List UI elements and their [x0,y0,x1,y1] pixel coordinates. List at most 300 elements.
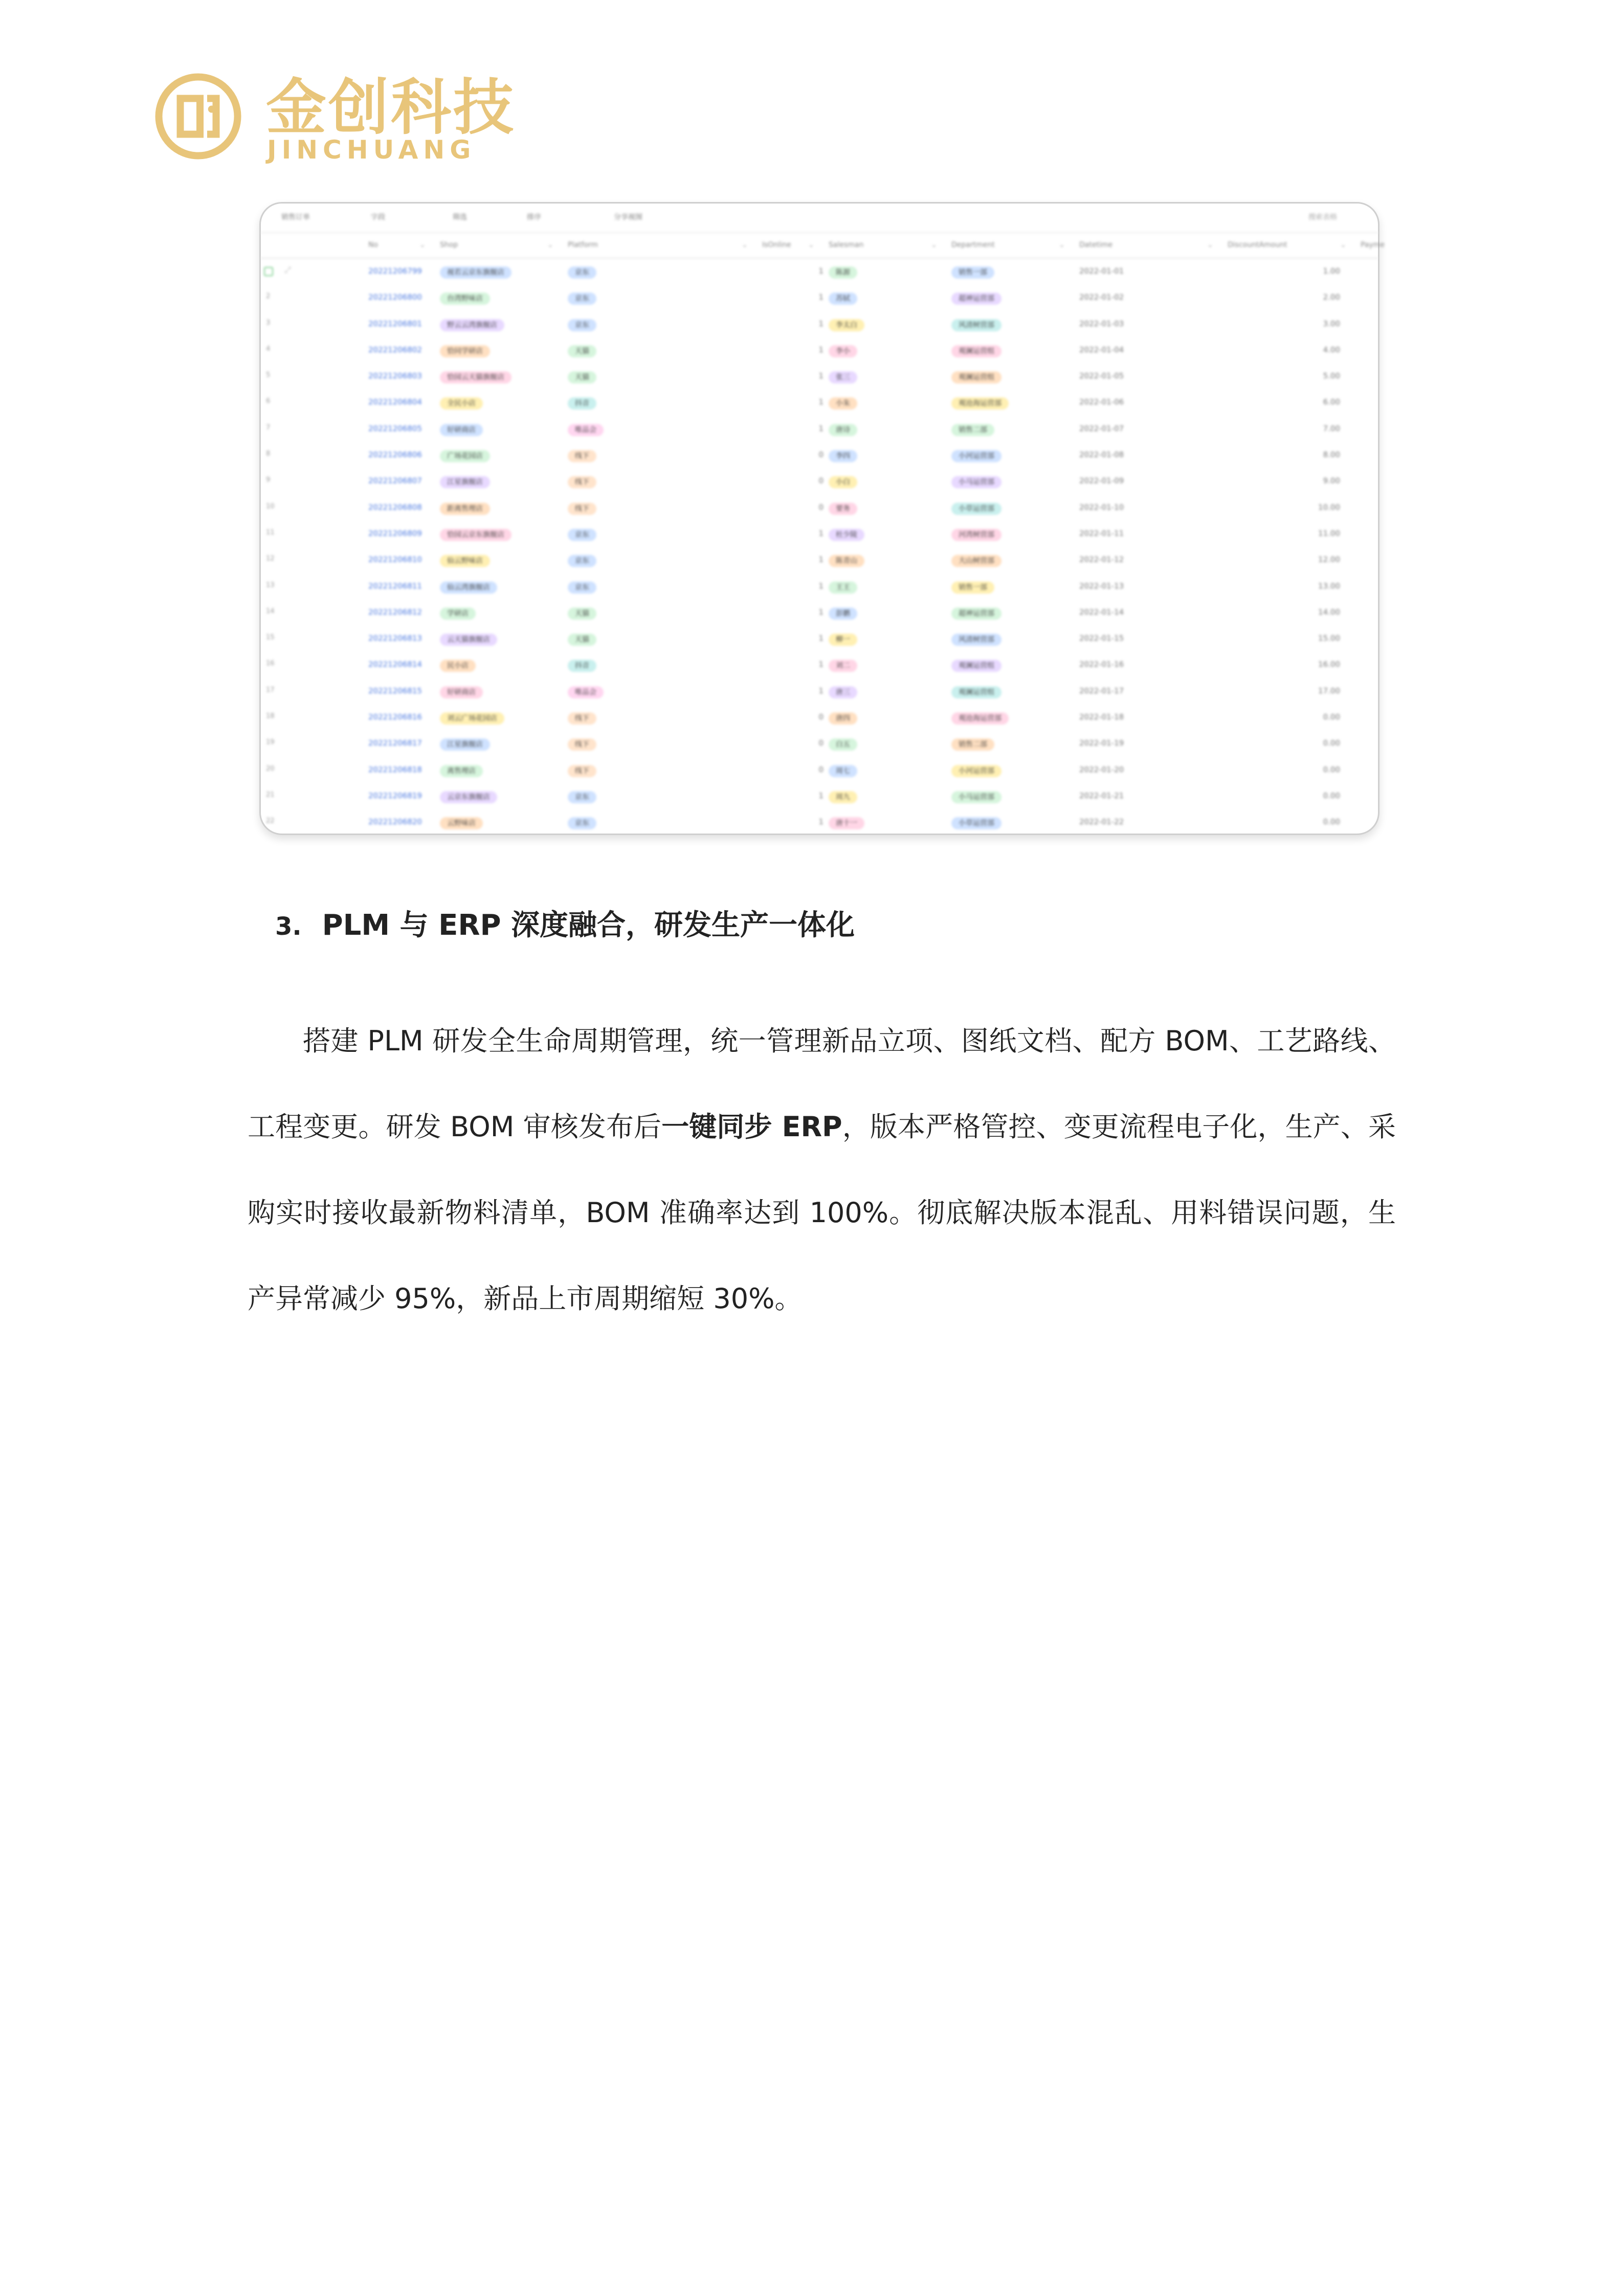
cell-shop [440,791,497,803]
table-row[interactable] [261,259,1378,285]
cell-isonline: 1 [818,528,824,538]
cell-no: 20221206811 [368,581,422,591]
cell-salesman [829,738,857,751]
column-header[interactable]: Department [951,241,995,249]
cell-department [951,634,1002,646]
cell-department [951,476,1002,488]
cell-platform-tag: 天猫 [568,345,596,357]
cell-salesman-tag: 唐诗 [829,424,857,436]
cell-platform [568,660,596,672]
cell-salesman [829,503,857,515]
table-row[interactable] [261,809,1378,836]
cell-platform [568,791,596,803]
cell-platform-tag: 线下 [568,450,596,462]
cell-discount: 8.00 [1323,450,1340,460]
cell-shop-tag: 视若云京东旗舰店 [440,266,511,279]
table-header [261,233,1385,259]
cell-datetime: 2022-01-18 [1079,712,1124,722]
cell-no: 20221206819 [368,791,422,800]
table-row[interactable] [261,442,1378,468]
row-index: 18 [266,712,275,721]
cell-platform-tag: 线下 [568,765,596,777]
cell-salesman [829,791,857,803]
cell-salesman [829,581,857,594]
cell-platform [568,345,596,357]
cell-datetime: 2022-01-02 [1079,292,1124,302]
cell-shop [440,765,483,777]
cell-department-tag: 观澜运营组 [951,345,1002,357]
cell-discount: 0.00 [1323,764,1340,774]
cell-department-tag: 观沧海运营部 [951,712,1009,725]
cell-isonline: 1 [818,686,824,695]
cell-shop [440,660,476,672]
cell-isonline: 1 [818,634,824,643]
row-index: 11 [266,528,275,536]
table-row[interactable] [261,364,1378,390]
cell-discount: 6.00 [1323,397,1340,407]
cell-isonline: 1 [818,345,824,354]
cell-datetime: 2022-01-08 [1079,450,1124,460]
cell-department [951,738,994,751]
cell-shop [440,345,490,357]
cell-platform-tag: 天猫 [568,607,596,620]
logo-mark-icon [153,72,243,161]
cell-no: 20221206807 [368,476,422,486]
cell-discount: 2.00 [1323,292,1340,302]
cell-department [951,817,1002,829]
cell-salesman [829,712,857,725]
cell-isonline: 1 [818,319,824,328]
cell-platform-tag: 京东 [568,319,596,331]
cell-platform [568,529,596,541]
table-row[interactable] [261,311,1378,337]
cell-platform-tag: 京东 [568,555,596,567]
cell-shop [440,738,490,751]
cell-department-tag: 河湾树营部 [951,529,1002,541]
cell-department [951,607,1002,620]
cell-shop-tag: 民小店 [440,660,476,672]
cell-department [951,791,1002,803]
cell-platform [568,503,596,515]
cell-isonline: 1 [818,423,824,433]
cell-salesman [829,397,857,410]
row-checkbox[interactable] [264,267,273,276]
table-row[interactable] [261,547,1378,573]
cell-discount: 0.00 [1323,791,1340,800]
cell-department [951,345,1002,357]
cell-salesman [829,319,864,331]
table-row[interactable] [261,783,1378,809]
cell-isonline: 0 [818,476,824,486]
cell-discount: 14.00 [1318,607,1340,617]
cell-department-tag: 风清树营部 [951,634,1002,646]
cell-no: 20221206820 [368,817,422,827]
cell-salesman [829,529,864,541]
cell-shop [440,503,490,515]
cell-shop-tag: 仙云野味店 [440,555,490,567]
cell-no: 20221206817 [368,738,422,748]
cell-shop-tag: 全民小店 [440,397,483,410]
column-dropdown-icon[interactable]: ⌄ [1207,241,1213,249]
column-header[interactable]: Datetime [1079,241,1113,249]
cell-isonline: 1 [818,371,824,381]
cell-isonline: 0 [818,738,824,748]
cell-datetime: 2022-01-20 [1079,764,1124,774]
column-header[interactable]: Shop [440,241,458,249]
table-row[interactable] [261,285,1378,311]
cell-platform-tag: 天猫 [568,371,596,384]
cell-platform [568,476,596,488]
cell-discount: 5.00 [1323,371,1340,381]
cell-department [951,660,1002,672]
cell-shop-tag: 广场花园店 [440,450,490,462]
cell-isonline: 1 [818,266,824,276]
cell-platform-tag: 线下 [568,712,596,725]
column-header[interactable]: IsOnline [762,241,791,249]
cell-isonline: 1 [818,660,824,669]
row-index: 6 [266,397,271,406]
cell-no: 20221206799 [368,266,422,276]
cell-shop [440,529,511,541]
cell-salesman [829,817,864,829]
cell-discount: 4.00 [1323,345,1340,354]
cell-datetime: 2022-01-06 [1079,397,1124,407]
cell-salesman-tag: 周七 [829,765,857,777]
cell-no: 20221206800 [368,292,422,302]
cell-salesman [829,266,857,279]
cell-shop-tag: 仙云湾旗舰店 [440,581,497,594]
cell-no: 20221206816 [368,712,422,722]
cell-discount: 17.00 [1318,686,1340,695]
row-index: 13 [266,581,275,589]
cell-shop-tag: 江星旗舰店 [440,476,490,488]
cell-isonline: 1 [818,555,824,565]
row-index: 14 [266,607,275,615]
table-row[interactable] [261,705,1378,731]
row-index: 16 [266,660,275,668]
table-row[interactable] [261,521,1378,547]
cell-platform [568,555,596,567]
cell-datetime: 2022-01-03 [1079,319,1124,328]
cell-department [951,397,1009,410]
cell-discount: 11.00 [1318,528,1340,538]
cell-salesman [829,371,857,384]
cell-department [951,555,1002,567]
cell-salesman-tag: 要务 [829,503,857,515]
cell-platform-tag: 线下 [568,738,596,751]
cell-shop [440,634,497,646]
cell-platform-tag: 唯品会 [568,424,604,436]
cell-shop [440,817,483,829]
cell-datetime: 2022-01-12 [1079,555,1124,565]
row-index: 15 [266,634,275,642]
cell-datetime: 2022-01-17 [1079,686,1124,695]
cell-department [951,503,1002,515]
column-dropdown-icon[interactable]: ⌄ [547,241,553,249]
column-header[interactable]: Salesman [829,241,864,249]
table-toolbar [261,204,1378,233]
cell-department-tag: 观澜运营组 [951,686,1002,699]
cell-salesman-tag: 唐四 [829,712,857,725]
section-number: 3. [275,912,302,941]
table-row[interactable] [261,731,1378,757]
cell-datetime: 2022-01-14 [1079,607,1124,617]
cell-isonline: 1 [818,791,824,800]
cell-no: 20221206810 [368,555,422,565]
cell-shop-tag: 学研店 [440,607,476,620]
cell-shop-tag: 好研商店 [440,424,483,436]
cell-shop-tag: 好研商店 [440,686,483,699]
table-row[interactable] [261,574,1378,600]
cell-discount: 13.00 [1318,581,1340,591]
cell-department-tag: 销售一部 [951,266,994,279]
section-title: PLM 与 ERP 深度融合，研发生产一体化 [322,909,855,942]
cell-department-tag: 观澜运营组 [951,660,1002,672]
cell-shop [440,371,511,384]
cell-salesman-tag: 彭鹏 [829,607,857,620]
cell-shop [440,397,483,410]
cell-shop-tag: 野云云湾旗舰店 [440,319,504,331]
cell-department-tag: 小马运营部 [951,791,1002,803]
cell-salesman-tag: 刘二 [829,660,857,672]
toolbar-field: 字段 [371,213,385,221]
cell-platform [568,738,596,751]
table-row[interactable] [261,757,1378,783]
cell-shop-tag: 恰园云京东旗舰店 [440,529,511,541]
cell-no: 20221206802 [368,345,422,354]
table-row[interactable] [261,679,1378,705]
table-row[interactable] [261,416,1378,442]
cell-platform [568,712,596,725]
column-dropdown-icon[interactable]: ⌄ [1340,241,1346,249]
column-header[interactable]: Payme [1361,241,1385,249]
cell-department-tag: 观沧海运营部 [951,397,1009,410]
table-row[interactable] [261,337,1378,364]
row-index: 21 [266,791,275,799]
toolbar-filter: 筛选 [453,213,467,221]
cell-shop [440,555,490,567]
cell-shop-tag: 台湾野味店 [440,292,490,305]
cell-salesman-tag: 李四 [829,450,857,462]
cell-salesman-tag: 唐十一 [829,817,864,829]
row-index: 5 [266,371,271,379]
cell-discount: 10.00 [1318,502,1340,512]
cell-platform-tag: 京东 [568,529,596,541]
paragraph-bold: 一键同步 ERP [661,1111,842,1143]
cell-datetime: 2022-01-04 [1079,345,1124,354]
cell-platform [568,607,596,620]
cell-shop [440,607,476,620]
column-dropdown-icon[interactable]: ⌄ [808,241,814,249]
column-dropdown-icon[interactable]: ⌄ [419,241,426,249]
cell-platform-tag: 京东 [568,581,596,594]
cell-salesman-tag: 李太白 [829,319,864,331]
cell-salesman-tag: 张三 [829,371,857,384]
cell-shop-tag: 离售理店 [440,765,483,777]
cell-salesman-tag: 小朱 [829,397,857,410]
cell-isonline: 1 [818,397,824,407]
cell-salesman [829,660,857,672]
cell-discount: 0.00 [1323,712,1340,722]
row-index: 2 [266,292,271,301]
cell-salesman-tag: 白五 [829,738,857,751]
cell-no: 20221206818 [368,764,422,774]
toolbar-sort: 排序 [527,213,541,221]
table-body [261,259,1378,836]
cell-shop [440,581,497,594]
cell-platform-tag: 京东 [568,817,596,829]
cell-department [951,319,1002,331]
column-header[interactable]: Platform [568,241,598,249]
cell-no: 20221206803 [368,371,422,381]
cell-shop-tag: 江星旗舰店 [440,738,490,751]
table-row[interactable] [261,626,1378,652]
cell-salesman-tag: 苏轼 [829,292,857,305]
cell-department-tag: 小马运营部 [951,476,1002,488]
cell-salesman-tag: 李小 [829,345,857,357]
cell-isonline: 0 [818,764,824,774]
cell-no: 20221206813 [368,634,422,643]
cell-platform-tag: 京东 [568,292,596,305]
cell-shop-tag: 云京东旗舰店 [440,791,497,803]
cell-platform-tag: 抖音 [568,397,596,410]
table-row[interactable] [261,652,1378,678]
cell-department [951,712,1009,725]
cell-shop [440,266,511,279]
cell-platform [568,765,596,777]
cell-no: 20221206814 [368,660,422,669]
body-paragraph [248,998,1396,1342]
company-logo [153,72,522,169]
row-index: 22 [266,817,275,825]
cell-department-tag: 小草运营部 [951,817,1002,829]
logo-name-cn: 金创科技 [266,72,516,143]
cell-platform [568,424,604,436]
column-header[interactable]: No [368,241,379,249]
cell-discount: 9.00 [1323,476,1340,486]
cell-salesman-tag: 柳一 [829,634,857,646]
cell-no: 20221206804 [368,397,422,407]
cell-department-tag: 销售二部 [951,738,994,751]
cell-isonline: 0 [818,502,824,512]
cell-salesman-tag: 陈源 [829,266,857,279]
cell-platform [568,450,596,462]
row-index: 7 [266,423,271,432]
toolbar-view: 销售订单 [281,213,310,221]
cell-shop [440,424,483,436]
table-row[interactable] [261,468,1378,494]
cell-salesman [829,292,857,305]
column-header[interactable]: DiscountAmount [1228,241,1287,249]
column-dropdown-icon[interactable]: ⌄ [931,241,937,249]
row-index: 12 [266,555,275,563]
cell-discount: 16.00 [1318,660,1340,669]
cell-shop-tag: 云野味店 [440,817,483,829]
cell-platform-tag: 线下 [568,476,596,488]
table-row[interactable] [261,390,1378,416]
cell-platform-tag: 京东 [568,791,596,803]
cell-datetime: 2022-01-16 [1079,660,1124,669]
cell-shop [440,319,504,331]
cell-datetime: 2022-01-05 [1079,371,1124,381]
cell-department-tag: 销售一部 [951,581,994,594]
cell-salesman-tag: 小白 [829,476,857,488]
cell-datetime: 2022-01-07 [1079,423,1124,433]
cell-department-tag: 风清树营部 [951,319,1002,331]
cell-salesman-tag: 唐三 [829,686,857,699]
cell-platform-tag: 京东 [568,266,596,279]
column-dropdown-icon[interactable]: ⌄ [1059,241,1065,249]
cell-platform [568,397,596,410]
cell-department [951,450,1002,462]
cell-platform-tag: 线下 [568,503,596,515]
cell-department-tag: 销售二部 [951,424,994,436]
cell-shop [440,686,483,699]
cell-salesman [829,607,857,620]
logo-name-en: JINCHUANG [267,135,476,165]
column-dropdown-icon[interactable]: ⌄ [742,241,748,249]
cell-salesman-tag: 周九 [829,791,857,803]
cell-platform [568,686,604,699]
cell-department [951,581,994,594]
cell-department [951,765,1002,777]
cell-no: 20221206812 [368,607,422,617]
row-index: 17 [266,686,275,694]
cell-isonline: 0 [818,712,824,722]
cell-no: 20221206805 [368,423,422,433]
cell-platform [568,634,596,646]
cell-department-tag: 超神运营部 [951,292,1002,305]
toolbar-share: 分享视图 [614,213,642,221]
cell-no: 20221206801 [368,319,422,328]
cell-datetime: 2022-01-01 [1079,266,1124,276]
cell-salesman-tag: 王王 [829,581,857,594]
section-heading [275,903,855,943]
cell-salesman [829,686,857,699]
cell-salesman [829,555,864,567]
paragraph-text-1: 搭建 PLM 研发全生命周期管理，统一管理新品立项、图纸文档、配方 BOM、工艺路线、工程变更。研发 BOM 审核发布后 [248,1025,1396,1143]
cell-platform [568,319,596,331]
cell-datetime: 2022-01-09 [1079,476,1124,486]
cell-salesman-tag: 杜少陵 [829,529,864,541]
cell-platform [568,266,596,279]
toolbar-search: 搜索表格 [1308,213,1337,221]
cell-no: 20221206809 [368,528,422,538]
cell-discount: 0.00 [1323,817,1340,827]
table-row[interactable] [261,495,1378,521]
cell-platform [568,581,596,594]
row-index: 10 [266,502,275,510]
cell-datetime: 2022-01-10 [1079,502,1124,512]
cell-shop-tag: 刘云广场花园店 [440,712,504,725]
cell-shop-tag: 恰同学研店 [440,345,490,357]
cell-department-tag: 小河运营部 [951,450,1002,462]
cell-salesman [829,765,857,777]
cell-datetime: 2022-01-15 [1079,634,1124,643]
row-index: 9 [266,476,271,484]
cell-department [951,529,1002,541]
cell-salesman-tag: 陈青山 [829,555,864,567]
cell-shop [440,476,490,488]
expand-icon[interactable]: ⤢ [284,265,291,275]
table-row[interactable] [261,600,1378,626]
cell-department-tag: 观澜运营组 [951,371,1002,384]
table-screenshot [259,202,1385,835]
cell-shop-tag: 距离售理店 [440,503,490,515]
cell-shop-tag: 恰园云天猫旗舰店 [440,371,511,384]
cell-salesman [829,450,857,462]
cell-salesman [829,476,857,488]
